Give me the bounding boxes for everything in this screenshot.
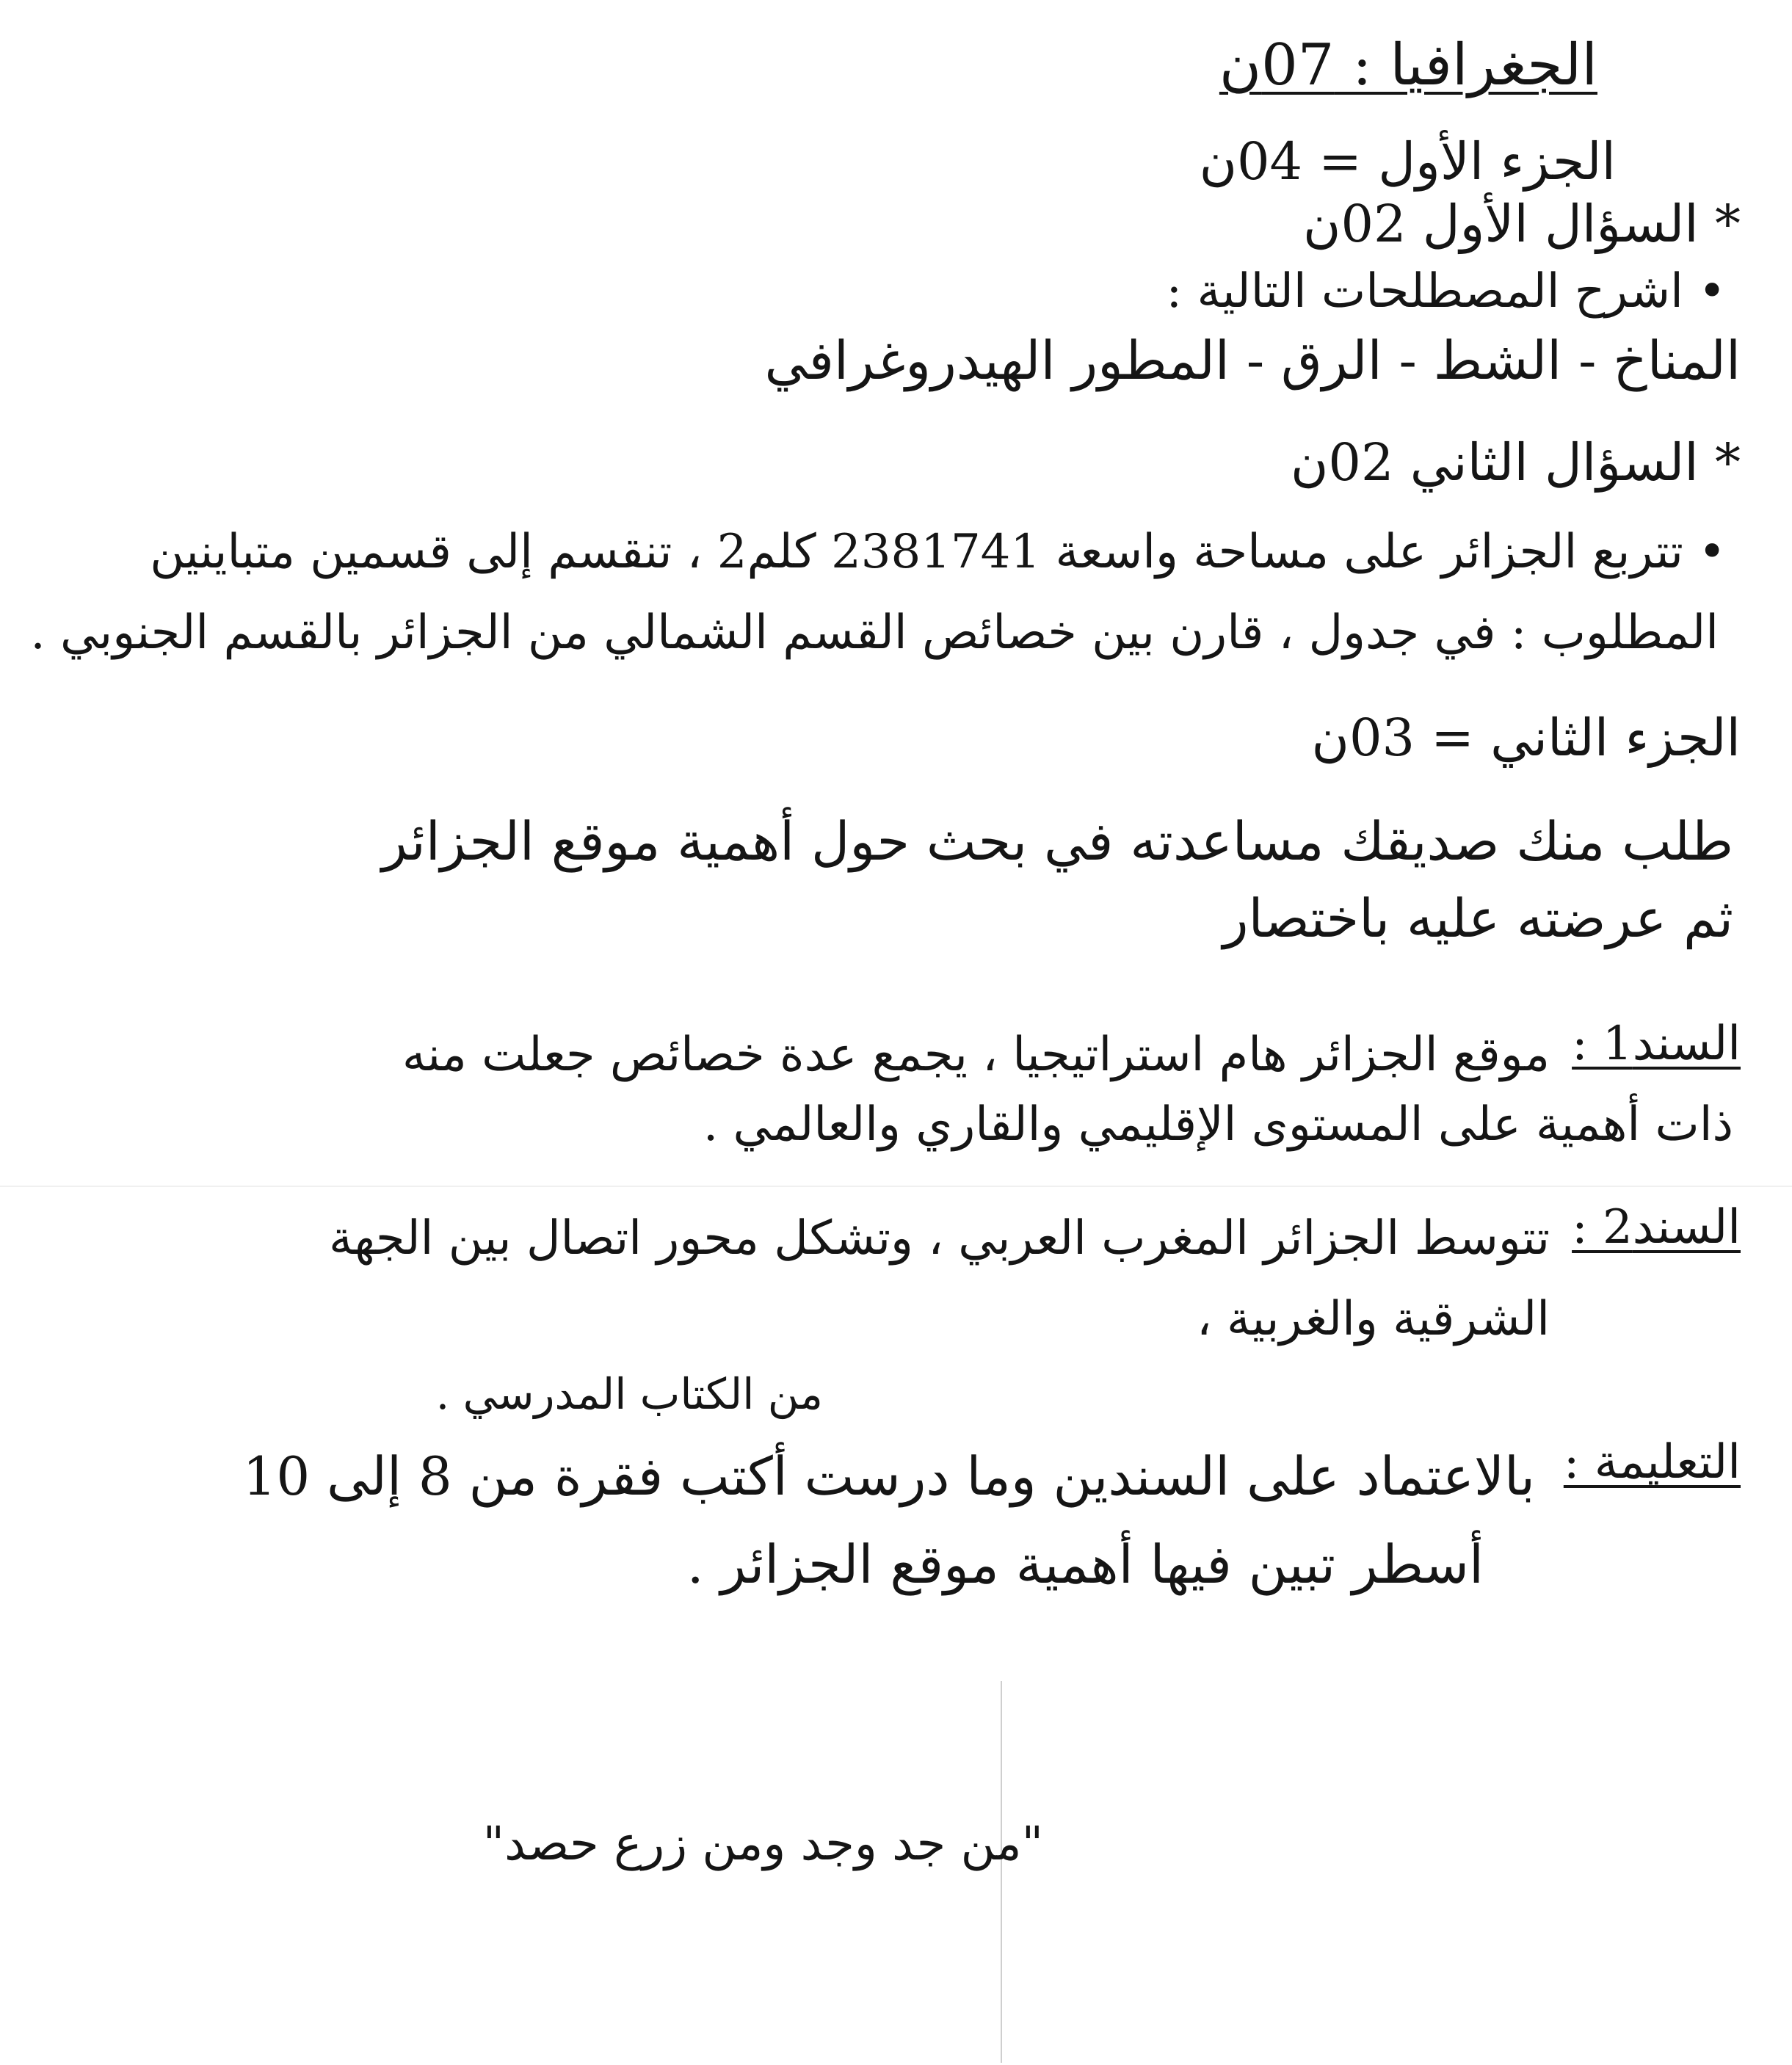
paper-fold-vertical (1001, 1681, 1002, 2063)
part-one-header: الجزء الأول = 04ن (1199, 131, 1616, 192)
question-one-instruction: • اشرح المصطلحات التالية : (1166, 264, 1726, 319)
instruction-text-line1: بالاعتماد على السندين وما درست أكتب فقرة من 8 إلى 10 (242, 1445, 1535, 1507)
part-two-header: الجزء الثاني = 03ن (1311, 708, 1741, 768)
question-one-terms: المناخ - الشط - الرق - المطور الهيدروغرافي (764, 330, 1741, 391)
instruction-text-line2: أسطر تبين فيها أهمية موقع الجزائر . (686, 1534, 1484, 1595)
question-two-header: * السؤال الثاني 02ن (1291, 432, 1741, 493)
document-two-text-line1: تتوسط الجزائر المغرب العربي ، وتشكل محور اتصال بين الجهة (329, 1211, 1550, 1266)
document-two-label: السند2 : (1572, 1200, 1741, 1255)
document-one-text-line2: ذات أهمية على المستوى الإقليمي والقاري والعالمي . (703, 1097, 1733, 1152)
question-one-header: * السؤال الأول 02ن (1303, 194, 1741, 254)
document-one-text-line1: موقع الجزائر هام استراتيجيا ، يجمع عدة خصائص جعلت منه (402, 1028, 1550, 1082)
situation-line2: ثم عرضته عليه باختصار (1222, 888, 1733, 949)
instruction-label: التعليمة : (1563, 1435, 1741, 1489)
document-one-label: السند1 : (1572, 1017, 1741, 1071)
document-two-text-line2: الشرقية والغربية ، (1196, 1292, 1550, 1346)
paper-fold-horizontal (0, 1186, 1792, 1187)
situation-line1: طلب منك صديقك مساعدته في بحث حول أهمية موقع الجزائر (382, 810, 1733, 872)
document-two-source: من الكتاب المدرسي . (435, 1369, 823, 1419)
closing-proverb: "من جد وجد ومن زرع حصد" (482, 1817, 1043, 1871)
question-two-text-line2: المطلوب : في جدول ، قارن بين خصائص القسم الشمالي من الجزائر بالقسم الجنوبي . (30, 606, 1719, 660)
question-two-text-line1: • تتربع الجزائر على مساحة واسعة 2381741 كلم2 ، تنقسم إلى قسمين متباينين (150, 525, 1726, 579)
page-title: الجغرافيا : 07ن (1219, 32, 1597, 98)
